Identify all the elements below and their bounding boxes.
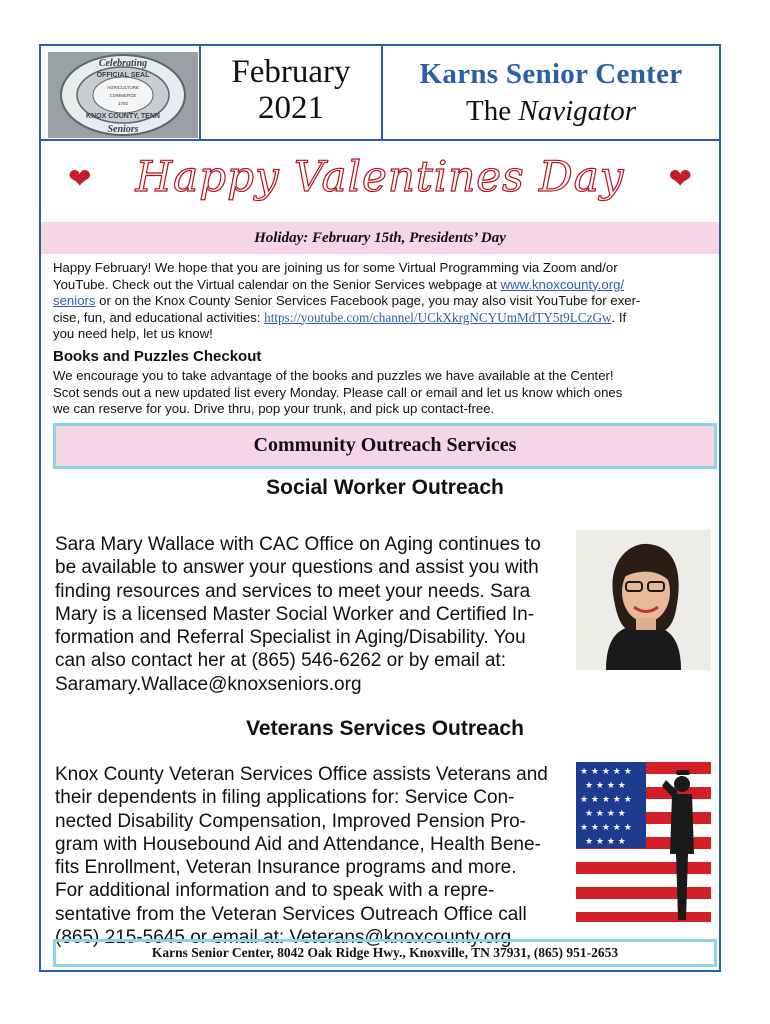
intro-line-4-text: cise, fun, and educational activities: [53, 309, 265, 325]
intro-line-3-text: or on the Knox County Senior Services Facebook page, you may also visit YouTube for exer- [95, 293, 641, 308]
veterans-title: Veterans Services Outreach [246, 717, 524, 740]
heart-icon-left: ❤ [68, 163, 92, 194]
sw-line-6: can also contact her at (865) 546-6262 or by email at: [55, 650, 506, 672]
intro-line-1: Happy February! We hope that you are joining us for some Virtual Programming via Zoom and/or [53, 260, 618, 275]
svg-text:★ ★ ★ ★: ★ ★ ★ ★ [585, 837, 626, 847]
veterans-paragraph [55, 763, 548, 949]
masthead [383, 46, 719, 140]
seal-ring-text: OFFICIAL SEAL [96, 72, 150, 79]
seal-bottom-text: KNOX COUNTY, TENN [86, 113, 160, 120]
vet-line-2: their dependents in filing applications for: Service Con- [55, 787, 515, 809]
svg-text:★ ★ ★ ★ ★: ★ ★ ★ ★ ★ [580, 767, 632, 777]
vet-line-3: nected Disability Compensation, Improved Pension Pro- [55, 810, 527, 832]
newsletter-name: Navigator [518, 95, 636, 127]
intro-line-5: you need help, let us know! [53, 326, 213, 341]
svg-text:★ ★ ★ ★: ★ ★ ★ ★ [585, 781, 626, 791]
intro-line-4-end: . If [611, 309, 627, 325]
issue-month: February [231, 54, 351, 90]
social-worker-paragraph [55, 533, 541, 696]
books-paragraph [53, 368, 713, 418]
seal-inner-text-2: COMMERCE [109, 93, 137, 98]
heart-icon-right: ❤ [668, 163, 692, 194]
footer-address: Karns Senior Center, 8042 Oak Ridge Hwy., Knoxville, TN 37931, (865) 951-2653 [53, 939, 717, 967]
seal-top-text: Celebrating [98, 58, 148, 69]
vet-line-1: Knox County Veteran Services Office assists Veterans and [55, 764, 548, 785]
knoxcounty-link-part2[interactable]: seniors [53, 293, 96, 308]
knoxcounty-link-part1[interactable]: www.knoxcounty.org/ [500, 276, 625, 292]
center-name: Karns Senior Center [419, 58, 683, 90]
header-divider [41, 139, 719, 141]
newsletter-title [383, 95, 719, 128]
seal-base-text: Seniors [107, 124, 139, 135]
sw-line-1: Sara Mary Wallace with CAC Office on Aging continues to [55, 534, 541, 555]
sw-line-4: Mary is a licensed Master Social Worker and Certified In- [55, 603, 535, 625]
issue-year: 2021 [258, 90, 324, 126]
intro-line-2-text: YouTube. Check out the Virtual calendar on the Senior Services webpage at [53, 276, 501, 292]
vet-line-6: For additional information and to speak with a repre- [55, 880, 495, 902]
vet-line-4: gram with Housebound Aid and Attendance, Health Bene- [55, 833, 541, 855]
intro-line-4 [53, 310, 713, 327]
books-line-3: we can reserve for you. Drive thru, pop your trunk, and pick up contact-free. [53, 401, 495, 416]
vet-line-7: sentative from the Veteran Services Outreach Office call [55, 903, 527, 925]
community-outreach-heading: Community Outreach Services [53, 423, 717, 469]
seal-inner-text-1: AGRICULTURE [107, 85, 139, 90]
books-line-2: Scot sends out a new updated list every Monday. Please call or email and let us know which ones [53, 384, 623, 400]
issue-date [201, 46, 383, 140]
books-heading: Books and Puzzles Checkout [53, 348, 262, 365]
sw-line-3: finding resources and services to meet your needs. Sara [55, 580, 531, 602]
youtube-link[interactable]: https://youtube.com/channel/UCkXkrgNCYUmMdTY5t9LCzGw [264, 309, 612, 325]
american-flag-salute-image [576, 762, 711, 922]
sw-line-5: formation and Referral Specialist in Aging/Disability. You [55, 627, 526, 649]
newsletter-prefix: The [466, 95, 512, 127]
valentine-banner [60, 148, 700, 218]
valentine-text: Happy Valentines Day [135, 152, 625, 201]
social-worker-photo [576, 530, 711, 670]
seal-inner-text-3: 1792 [117, 101, 129, 106]
svg-text:★ ★ ★ ★: ★ ★ ★ ★ [585, 809, 626, 819]
books-line-1: We encourage you to take advantage of the books and puzzles we have available at the Center! [53, 368, 614, 383]
intro-line-2 [53, 277, 713, 294]
social-worker-title: Social Worker Outreach [266, 476, 504, 499]
knox-county-seal-logo [48, 52, 198, 138]
svg-text:★ ★ ★ ★ ★: ★ ★ ★ ★ ★ [580, 795, 632, 805]
intro-paragraph [53, 260, 713, 343]
holiday-notice: Holiday: February 15th, Presidents’ Day [41, 222, 719, 254]
sw-line-2: be available to answer your questions and assist you with [55, 557, 539, 579]
sw-line-7: Saramary.Wallace@knoxseniors.org [55, 673, 362, 695]
vet-line-5: fits Enrollment, Veteran Insurance programs and more. [55, 857, 517, 879]
intro-line-3 [53, 293, 713, 310]
vet-line-8: (865) 215-5645 or email at: Veterans@knoxcounty.org [55, 927, 512, 949]
svg-text:★ ★ ★ ★ ★: ★ ★ ★ ★ ★ [580, 823, 632, 833]
